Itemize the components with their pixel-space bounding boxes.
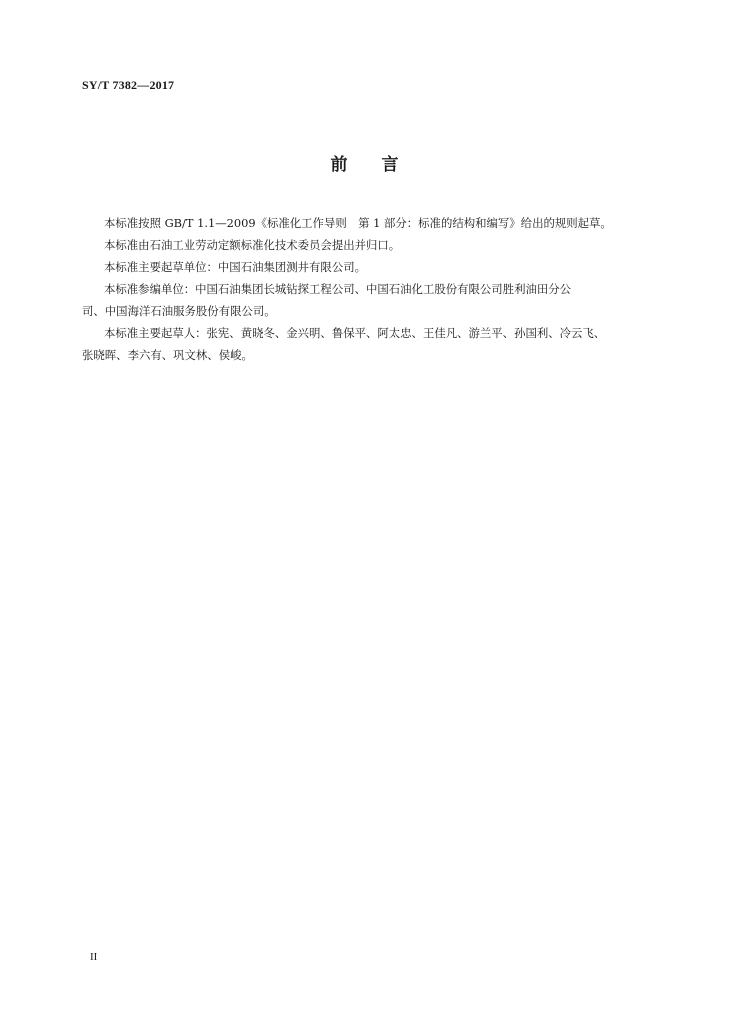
drafters-line-1: 本标准主要起草人：张宪、黄晓冬、金兴明、鲁保平、阿太忠、王佳凡、游兰平、孙国利、冷云飞、 <box>104 326 606 340</box>
page-number: II <box>90 951 98 963</box>
paragraph-drafting-rules: 本标准按照 GB/T 1.1—2009《标准化工作导则 第 1 部分：标准的结构和编写》给出的规则起草。 <box>104 216 612 230</box>
paragraph-drafters <box>82 322 660 366</box>
page-title: 前言 <box>330 155 433 175</box>
participating-units-line-2: 司、中国海洋石油服务股份有限公司。 <box>82 304 276 318</box>
paragraph-participating-units <box>82 278 660 322</box>
drafters-line-2: 张晓晖、李六有、巩文林、侯峻。 <box>82 348 253 362</box>
foreword-body <box>82 212 660 366</box>
participating-units-line-1: 本标准参编单位：中国石油集团长城钻探工程公司、中国石油化工股份有限公司胜利油田分公 <box>104 282 572 296</box>
standard-code-header: SY/T 7382—2017 <box>82 78 175 92</box>
paragraph-main-drafting-unit: 本标准主要起草单位：中国石油集团测井有限公司。 <box>104 260 366 274</box>
paragraph-proposer: 本标准由石油工业劳动定额标准化技术委员会提出并归口。 <box>104 238 401 252</box>
